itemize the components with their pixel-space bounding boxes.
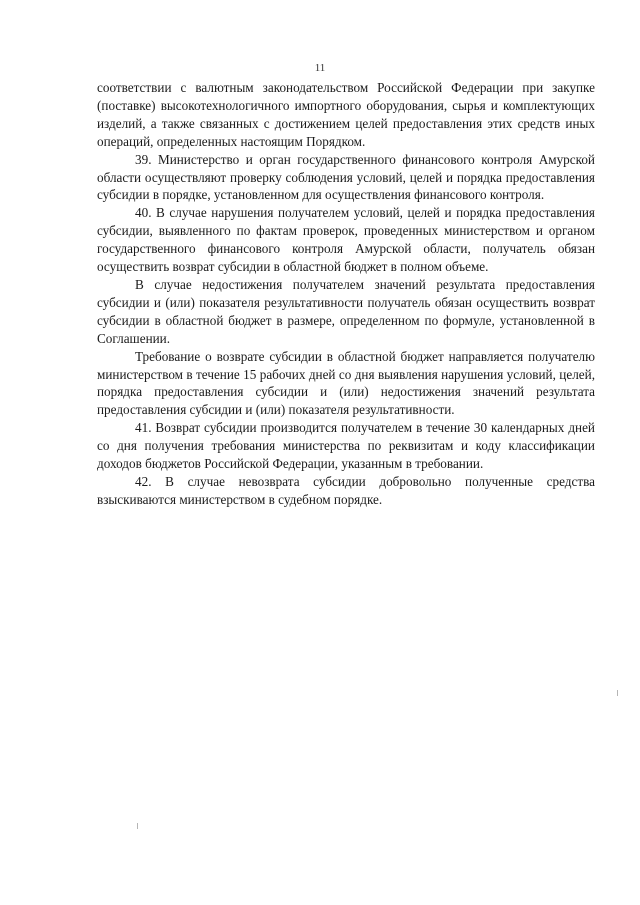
page-number: 11 [314, 62, 326, 74]
scan-speck [137, 823, 138, 829]
paragraph-40: 40. В случае нарушения получателем условий, целей и порядка предоставления субсидии, выявленного по фактам проверок, проведенных министерством и органом государственного финансового контроля Амурской области, получатель обязан осуществить возврат субсидии в областной бюджет в полном объеме. [97, 205, 595, 275]
paragraph-continuation: соответствии с валютным законодательством Российской Федерации при закупке (поставке) высокотехнологичного импортного оборудования, сырья и комплектующих изделий, а также связанных с достижением целей предоставления этих средств иных операций, определенных настоящим Порядком. [97, 80, 595, 149]
scan-speck [617, 690, 618, 696]
paragraph-40-return-demand: Требование о возврате субсидии в областной бюджет направляется получателю министерством в течение 15 рабочих дней со дня выявления нарушения условий, целей, порядка предоставления субсидии и (или) недостижения значений результата предоставления субсидии и (или) показателя результативности. [97, 348, 595, 418]
paragraph-40-non-achievement: В случае недостижения получателем значений результата предоставления субсидии и (или) показателя результативности получатель обязан осуществить возврат субсидии в областной бюджет в размере, определенном по формуле, установленной в Соглашении. [97, 276, 595, 346]
paragraph-39: 39. Министерство и орган государственного финансового контроля Амурской области осуществляют проверку соблюдения условий, целей и порядка предоставления субсидии в порядке, установленном для осуществления финансового контроля. [97, 151, 595, 203]
paragraph-42: 42. В случае невозврата субсидии добровольно полученные средства взыскиваются министерством в судебном порядке. [97, 473, 595, 507]
document-body [97, 79, 595, 509]
paragraph-41: 41. Возврат субсидии производится получателем в течение 30 календарных дней со дня получения требования министерства по реквизитам и коду классификации доходов бюджетов Российской Федерации, указанным в требовании. [97, 420, 595, 472]
